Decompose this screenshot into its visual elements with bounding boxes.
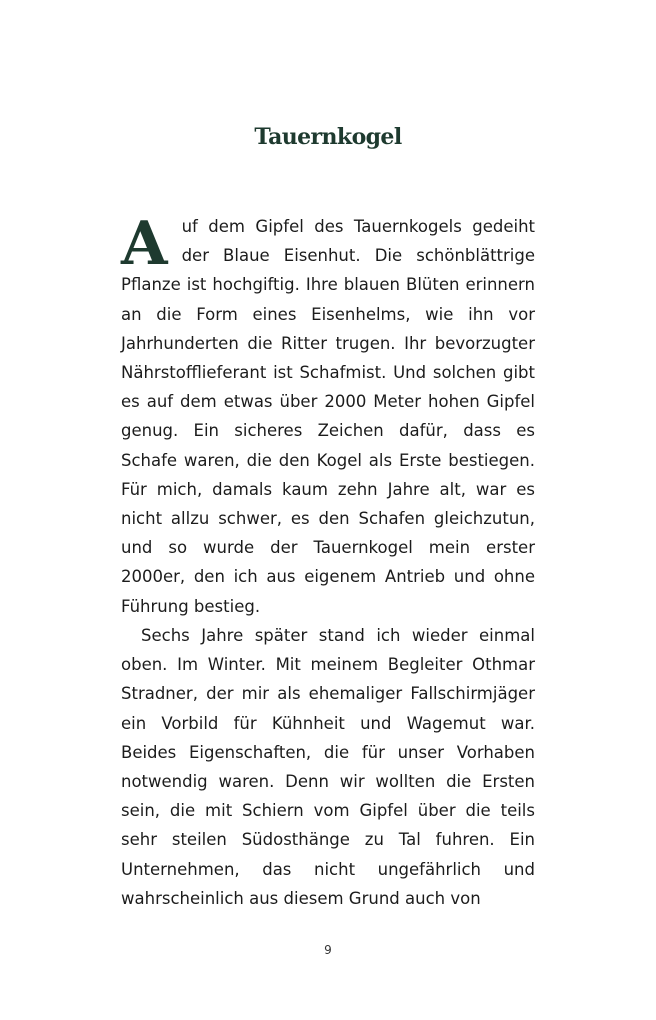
paragraph-1-text: uf dem Gipfel des Tauernkogels gedeiht der Blaue Eisenhut. Die schönblättrige Pflanze ist hochgiftig. Ihre blauen Blüten erinnern an die Form eines Eisenhelms, wie ihn vor Jahrhunderten die Ritter trugen. Ihr bevorzugter Nährstofflieferant ist Schafmist. Und solchen gibt es auf dem etwas über 2000 Meter hohen Gipfel genug. Ein sicheres Zeichen dafür, dass es Schafe waren, die den Kogel als Erste bestiegen. Für mich, damals kaum zehn Jahre alt, war es nicht allzu schwer, es den Schafen gleichzutun, und so wurde der Tauernkogel mein erster 2000er, den ich aus eigenem Antrieb und ohne Führung bestieg. <box>121 217 535 616</box>
paragraph-1 <box>121 209 535 621</box>
chapter-title: Tauernkogel <box>254 124 402 150</box>
paragraph-2 <box>121 621 535 913</box>
paragraph-2-text: Sechs Jahre später stand ich wieder einmal oben. Im Winter. Mit meinem Begleiter Othmar Stradner, der mir als ehemaliger Fallschirmjäger ein Vorbild für Kühnheit und Wagemut war. Beides Eigenschaften, die für unser Vorhaben notwendig waren. Denn wir wollten die Ersten sein, die mit Schiern vom Gipfel über die teils sehr steilen Südosthänge zu Tal fuhren. Ein Unternehmen, das nicht ungefährlich und wahrscheinlich aus diesem Grund auch von <box>121 626 535 908</box>
drop-cap-letter: A <box>121 209 168 279</box>
page-number: 9 <box>324 943 332 957</box>
